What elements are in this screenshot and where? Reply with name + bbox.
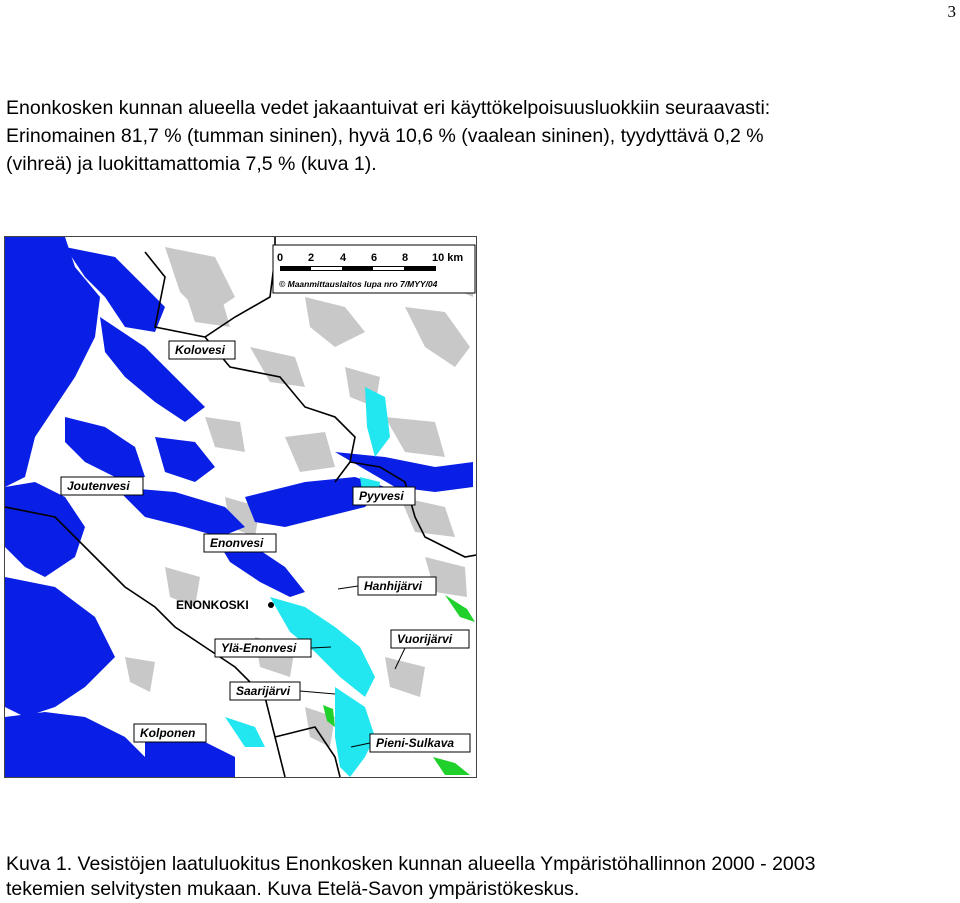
intro-line-3: (vihreä) ja luokittamattomia 7,5 % (kuva 1).: [6, 153, 377, 175]
svg-text:Ylä-Enonvesi: Ylä-Enonvesi: [221, 641, 297, 655]
caption-line-1: Kuva 1. Vesistöjen laatuluokitus Enonkosken kunnan alueella Ympäristöhallinnon 2000 - 2003: [6, 853, 816, 875]
label-saarijarvi: [230, 682, 335, 700]
scale-tick-0: 0: [277, 252, 284, 264]
label-enonvesi: [204, 534, 276, 552]
svg-text:Pyyvesi: Pyyvesi: [359, 489, 404, 503]
map-copyright: © Maanmittauslaitos lupa nro 7/MYY/04: [279, 279, 438, 289]
label-kolovesi: [169, 341, 235, 359]
svg-text:Pieni-Sulkava: Pieni-Sulkava: [376, 736, 455, 750]
scale-bar: [273, 245, 475, 293]
intro-line-2: Erinomainen 81,7 % (tumman sininen), hyvä 10,6 % (vaalean sininen), tyydyttävä 0,2 %: [6, 125, 764, 147]
svg-text:Hanhijärvi: Hanhijärvi: [364, 579, 423, 593]
svg-text:Vuorijärvi: Vuorijärvi: [397, 632, 453, 646]
caption-line-2: tekemien selvitysten mukaan. Kuva Etelä-Savon ympäristökeskus.: [6, 878, 580, 900]
figure-caption: [6, 852, 954, 902]
scale-tick-4: 4: [340, 252, 347, 264]
scale-tick-2: 2: [308, 252, 315, 264]
scale-tick-8: 8: [402, 252, 409, 264]
scale-tick-10: 10 km: [432, 252, 464, 264]
svg-text:Joutenvesi: Joutenvesi: [67, 479, 130, 493]
label-joutenvesi: [61, 477, 143, 495]
water-quality-map: [4, 236, 477, 778]
label-enonkoski: [176, 598, 274, 612]
map-canvas: [5, 237, 476, 777]
svg-text:Kolovesi: Kolovesi: [175, 343, 226, 357]
intro-line-1: Enonkosken kunnan alueella vedet jakaantuivat eri käyttökelpoisuusluokkiin seuraavasti:: [6, 97, 771, 119]
label-pyyvesi: [353, 487, 415, 505]
svg-text:Saarijärvi: Saarijärvi: [236, 684, 291, 698]
page-number: 3: [947, 2, 956, 21]
scale-tick-6: 6: [371, 252, 378, 264]
svg-text:Enonvesi: Enonvesi: [210, 536, 264, 550]
label-hanhijarvi: [338, 577, 436, 595]
label-kolponen: [134, 724, 206, 742]
intro-paragraph: [6, 94, 954, 178]
svg-text:ENONKOSKI: ENONKOSKI: [176, 598, 249, 612]
svg-text:Kolponen: Kolponen: [140, 726, 196, 740]
